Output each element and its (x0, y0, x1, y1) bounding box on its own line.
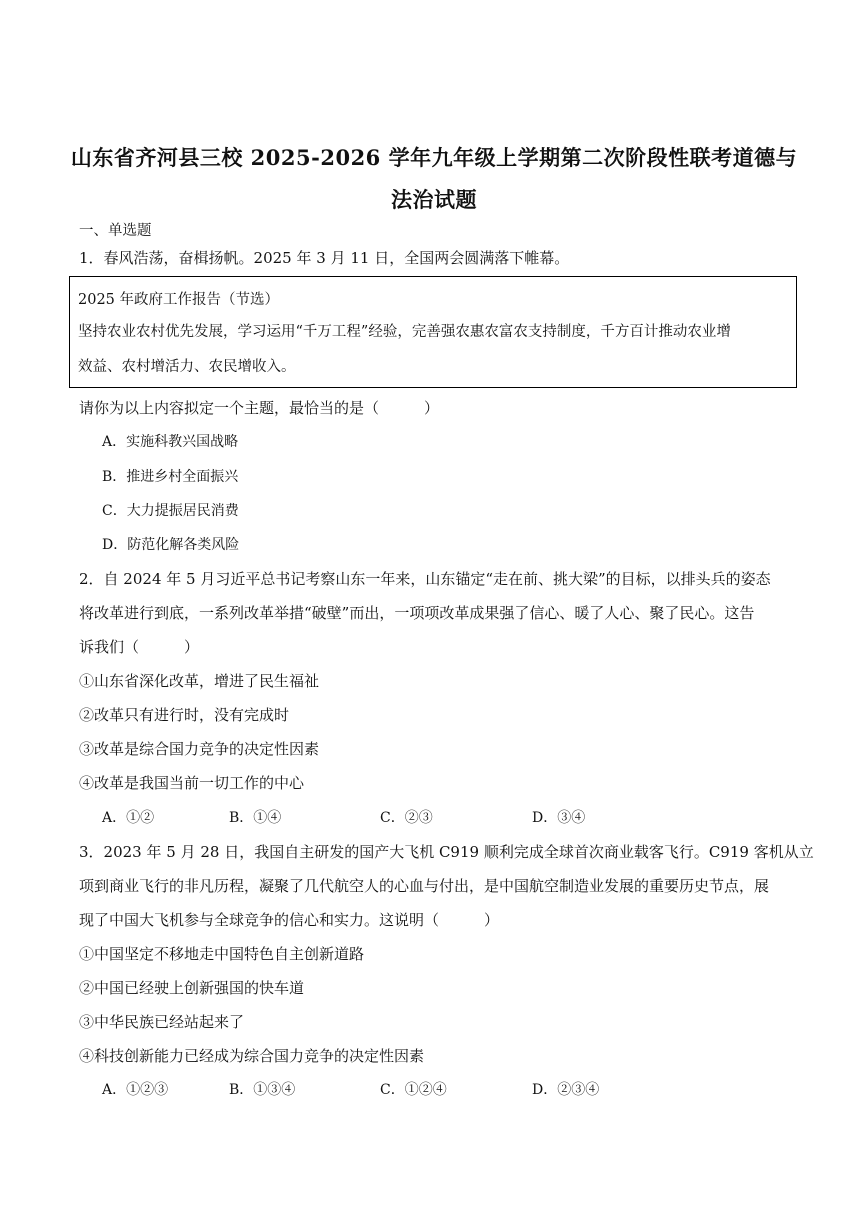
q2-item-2: ②改革只有进行时，没有完成时 (79, 706, 290, 724)
q1-option-c[interactable]: C．大力提振居民消费 (102, 503, 239, 519)
q2-option-c[interactable]: C．②③ (380, 810, 433, 826)
q2-line-3: 诉我们（ ） (79, 638, 200, 656)
q1-excerpt-heading: 2025 年政府工作报告（节选） (78, 292, 280, 308)
q1-excerpt-line-1: 坚持农业农村优先发展，学习运用“千万工程”经验，完善强农惠农富农支持制度，千方百计推动农业增 (78, 324, 731, 340)
q3-option-d[interactable]: D．②③④ (532, 1082, 600, 1098)
q1-excerpt-line-2: 效益、农村增活力、农民增收入。 (78, 359, 296, 375)
section-heading: 一、单选题 (79, 223, 152, 239)
q2-item-1: ①山东省深化改革，增进了民生福祉 (79, 672, 320, 690)
q1-question: 请你为以上内容拟定一个主题，最恰当的是（ ） (79, 399, 440, 417)
q2-item-3: ③改革是综合国力竞争的决定性因素 (79, 740, 320, 758)
title-line-1: 山东省齐河县三校 2025-2026 学年九年级上学期第二次阶段性联考道德与 (70, 145, 798, 170)
q3-line-3: 现了中国大飞机参与全球竞争的信心和实力。这说明（ ） (79, 911, 500, 929)
q1-stem: 1．春风浩荡，奋楫扬帆。2025 年 3 月 11 日，全国两会圆满落下帷幕。 (79, 249, 570, 267)
q1-option-a[interactable]: A．实施科教兴国战略 (102, 434, 239, 450)
q1-option-b[interactable]: B．推进乡村全面振兴 (102, 469, 239, 485)
q3-item-3: ③中华民族已经站起来了 (79, 1013, 245, 1031)
q2-option-d[interactable]: D．③④ (532, 810, 586, 826)
q2-line-1: 2．自 2024 年 5 月习近平总书记考察山东一年来，山东锚定“走在前、挑大梁”的目标，以排头兵的姿态 (79, 570, 771, 588)
q1-option-d[interactable]: D．防范化解各类风险 (102, 537, 240, 553)
q3-item-4: ④科技创新能力已经成为综合国力竞争的决定性因素 (79, 1047, 425, 1065)
title-line-2: 法治试题 (391, 187, 477, 212)
q3-option-b[interactable]: B．①③④ (229, 1082, 296, 1098)
q3-option-c[interactable]: C．①②④ (380, 1082, 447, 1098)
q2-line-2: 将改革进行到底，一系列改革举措“破壁”而出，一项项改革成果强了信心、暖了人心、聚了民心。这告 (79, 604, 755, 622)
q2-option-b[interactable]: B．①④ (229, 810, 282, 826)
q3-item-1: ①中国坚定不移地走中国特色自主创新道路 (79, 945, 365, 963)
q3-line-2: 项到商业飞行的非凡历程，凝聚了几代航空人的心血与付出，是中国航空制造业发展的重要历史节点，展 (79, 877, 770, 895)
q3-line-1: 3．2023 年 5 月 28 日，我国自主研发的国产大飞机 C919 顺利完成全球首次商业载客飞行。C919 客机从立 (79, 843, 814, 861)
q1-excerpt-box (69, 276, 797, 388)
q3-option-a[interactable]: A．①②③ (102, 1082, 169, 1098)
q2-option-a[interactable]: A．①② (102, 810, 155, 826)
q3-item-2: ②中国已经驶上创新强国的快车道 (79, 979, 305, 997)
q2-item-4: ④改革是我国当前一切工作的中心 (79, 774, 305, 792)
